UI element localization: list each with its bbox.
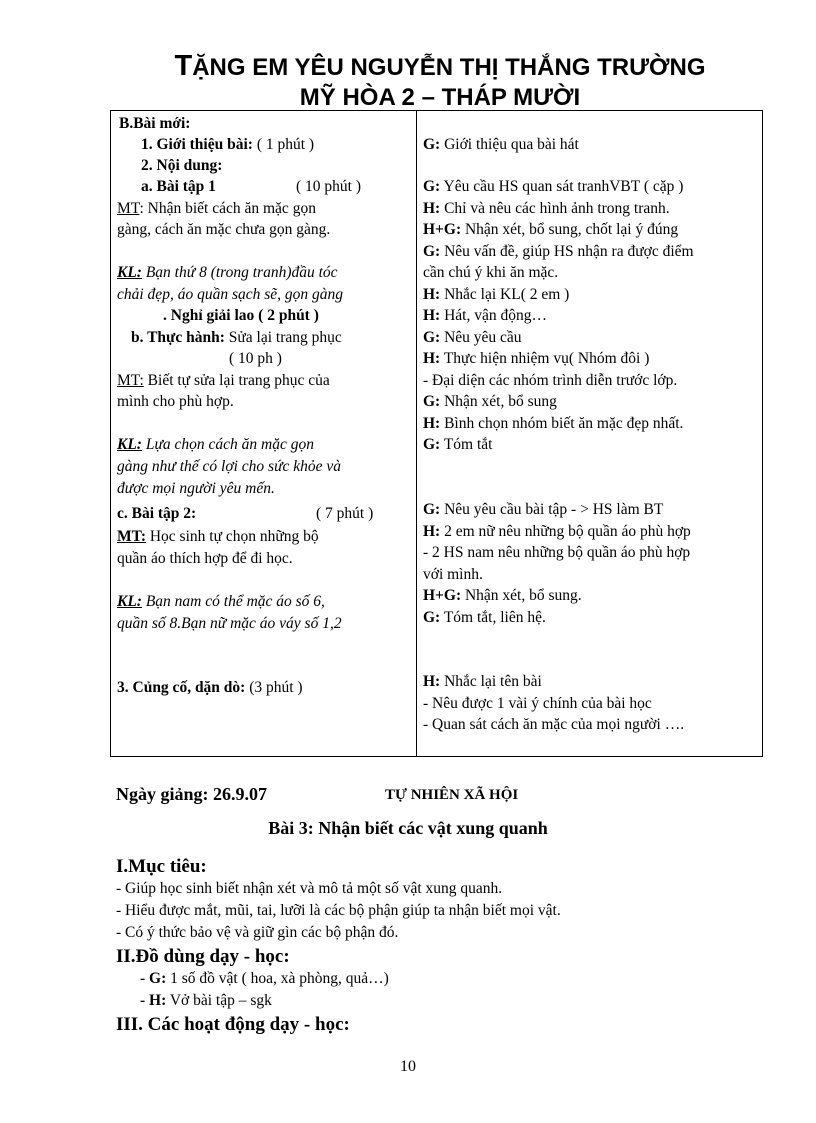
bai-tap-2-label: c. Bài tập 2:: [117, 505, 197, 522]
hoat-dong-heading: III. Các hoạt động dạy - học:: [116, 1014, 350, 1035]
kl-3-line-2: quần số 8.Bạn nữ mặc áo váy số 1,2: [117, 615, 342, 632]
mt-1-label: MT: [117, 200, 140, 217]
noi-dung-heading: 2. Nội dung:: [141, 157, 223, 174]
activity-text: Nêu yêu cầu bài tập - > HS làm BT: [440, 501, 664, 518]
subject-heading: TỰ NHIÊN XÃ HỘI: [385, 787, 519, 803]
kl-3-line: [117, 592, 325, 612]
activity-row-18: [423, 608, 546, 628]
left-column: [111, 111, 417, 757]
activity-tag: G:: [423, 243, 441, 260]
activity-tag: G:: [423, 393, 441, 410]
muc-tieu-heading: I.Mục tiêu:: [116, 856, 207, 877]
activity-tag: G:: [423, 609, 441, 626]
activity-text: Tóm tắt, liên hệ.: [440, 609, 546, 626]
do-dung-student-text: Vở bài tập – sgk: [166, 992, 272, 1009]
activity-row-5: [423, 242, 694, 262]
muc-tieu-item-3: - Có ý thức bảo vệ và giữ gìn các bộ phận đó.: [116, 924, 399, 941]
activity-tag: H:: [423, 200, 441, 217]
activity-text: Thực hiện nhiệm vụ( Nhóm đôi ): [440, 350, 650, 367]
activity-text: Nhận xét, bổ sung: [440, 393, 557, 410]
cung-co-time: (3 phút ): [245, 679, 303, 696]
bai-moi-heading: B.Bài mới:: [119, 115, 191, 132]
thuc-hanh-label: b. Thực hành:: [131, 329, 225, 346]
thuc-hanh-line: [131, 328, 342, 348]
mt-3-text: Học sinh tự chọn những bộ: [145, 528, 319, 545]
activity-tag: H:: [423, 350, 441, 367]
activity-row-5-cont: cần chú ý khi ăn mặc.: [423, 264, 559, 281]
activity-tag: H+G:: [423, 587, 462, 604]
banner-initial: T: [174, 50, 193, 82]
activity-row-15: [423, 522, 691, 542]
activity-row-21: - Quan sát cách ăn mặc của mọi người ….: [423, 716, 685, 733]
activity-text: Tóm tắt: [440, 436, 493, 453]
activity-tag: H+G:: [423, 221, 462, 238]
activity-row-16: - 2 HS nam nêu những bộ quần áo phù hợp: [423, 544, 691, 561]
activity-row-7: [423, 306, 547, 326]
bai-tap-1-time: ( 10 phút ): [296, 178, 362, 195]
gioi-thieu-label: 1. Giới thiệu bài:: [141, 136, 253, 153]
mt-3-line-2: quần áo thích hợp để đi học.: [117, 550, 293, 567]
activity-tag: H:: [423, 523, 441, 540]
activity-text: Nhận xét, bổ sung, chốt lại ý đúng: [461, 221, 679, 238]
activity-text: Nêu yêu cầu: [440, 329, 522, 346]
activity-row-2: [423, 177, 683, 197]
lesson-title: Bài 3: Nhận biết các vật xung quanh: [268, 818, 548, 838]
do-dung-student-tag: - H:: [140, 992, 167, 1009]
activity-row-13: [423, 435, 492, 455]
mt-2-text: Biết tự sửa lại trang phục của: [143, 372, 330, 389]
page-number: 10: [400, 1058, 416, 1075]
thuc-hanh-time: ( 10 ph ): [229, 350, 282, 367]
mt-2-label: MT:: [117, 372, 144, 389]
gioi-thieu-line: [141, 135, 314, 155]
mt-2-line: [117, 371, 330, 391]
cung-co-line: [117, 678, 303, 698]
activity-row-11: [423, 392, 557, 412]
mt-1-line-2: gàng, cách ăn mặc chưa gọn gàng.: [117, 221, 331, 238]
muc-tieu-item-2: - Hiểu được mắt, mũi, tai, lưỡi là các bộ phận giúp ta nhận biết mọi vật.: [116, 902, 561, 919]
activity-row-14: [423, 500, 663, 520]
activity-text: Hát, vận động…: [440, 307, 547, 324]
bai-tap-2-time: ( 7 phút ): [316, 505, 374, 522]
do-dung-student: [140, 992, 272, 1010]
activity-row-9: [423, 349, 649, 369]
mt-2-line-2: mình cho phù hợp.: [117, 393, 234, 410]
activity-row-10: - Đại diện các nhóm trình diễn trước lớp.: [423, 372, 678, 389]
activity-text: Nêu vấn đề, giúp HS nhận ra được điểm: [440, 243, 694, 260]
kl-2-line-2: gàng như thế có lợi cho sức khỏe và: [117, 458, 342, 475]
mt-3-label: MT:: [117, 528, 146, 545]
activity-tag: H:: [423, 415, 441, 432]
kl-2-line-3: được mọi người yêu mến.: [117, 480, 275, 497]
kl-1-text: Bạn thứ 8 (trong tranh)đầu tóc: [141, 264, 338, 281]
kl-3-text: Bạn nam có thể mặc áo số 6,: [141, 593, 325, 610]
activity-text: Nhận xét, bổ sung.: [461, 587, 582, 604]
right-column: [417, 111, 763, 757]
do-dung-teacher-text: 1 số đồ vật ( hoa, xà phòng, quả…): [166, 970, 389, 987]
activity-row-3: [423, 199, 670, 219]
gioi-thieu-time: ( 1 phút ): [252, 136, 315, 153]
kl-2-line: [117, 435, 314, 455]
activity-tag: G:: [423, 436, 441, 453]
activity-row-4: [423, 220, 678, 240]
do-dung-heading: II.Đồ dùng dạy - học:: [116, 946, 290, 967]
activity-row-1: [423, 135, 579, 155]
nghi-giai-lao: . Nghỉ giải lao ( 2 phút ): [163, 307, 319, 324]
activity-row-12: [423, 414, 683, 434]
activity-text: Giới thiệu qua bài hát: [440, 136, 579, 153]
mt-1-line: [117, 199, 316, 219]
activity-tag: H:: [423, 673, 441, 690]
activity-tag: H:: [423, 307, 441, 324]
do-dung-teacher-tag: - G:: [140, 970, 167, 987]
mt-1-text: : Nhận biết cách ăn mặc gọn: [139, 200, 316, 217]
activity-tag: G:: [423, 178, 441, 195]
activity-text: 2 em nữ nêu những bộ quần áo phù hợp: [440, 523, 691, 540]
activity-tag: G:: [423, 501, 441, 518]
activity-text: Yêu cầu HS quan sát tranhVBT ( cặp ): [440, 178, 684, 195]
lesson-date: Ngày giảng: 26.9.07: [116, 784, 268, 804]
thuc-hanh-text: Sửa lại trang phục: [224, 329, 342, 346]
banner-line-2: MỸ HÒA 2 – THÁP MƯỜI: [299, 84, 581, 111]
bai-tap-1-label: a. Bài tập 1: [141, 178, 216, 195]
activity-text: Nhắc lại tên bài: [440, 673, 542, 690]
cung-co-label: 3. Củng cố, dặn dò:: [117, 679, 246, 696]
activity-text: Bình chọn nhóm biết ăn mặc đẹp nhất.: [440, 415, 684, 432]
activity-row-20: - Nêu được 1 vài ý chính của bài học: [423, 695, 652, 712]
activity-tag: H:: [423, 286, 441, 303]
activity-row-6: [423, 285, 569, 305]
kl-1-line-2: chải đẹp, áo quần sạch sẽ, gọn gàng: [117, 286, 344, 303]
activity-tag: G:: [423, 329, 441, 346]
banner-text-1: ẶNG EM YÊU NGUYỄN THỊ THẮNG TRƯỜNG: [192, 54, 706, 81]
activity-text: Chỉ và nêu các hình ảnh trong tranh.: [440, 200, 670, 217]
lesson-plan-table: [110, 110, 763, 757]
banner-line-1: [110, 52, 770, 82]
kl-2-text: Lựa chọn cách ăn mặc gọn: [141, 436, 315, 453]
activity-row-19: [423, 672, 542, 692]
kl-3-label: KL:: [117, 593, 142, 610]
do-dung-teacher: [140, 970, 389, 988]
activity-row-8: [423, 328, 522, 348]
activity-row-16-cont: với mình.: [423, 566, 483, 583]
kl-1-label: KL:: [117, 264, 142, 281]
activity-text: Nhắc lại KL( 2 em ): [440, 286, 570, 303]
activity-tag: G:: [423, 136, 441, 153]
activity-row-17: [423, 586, 582, 606]
mt-3-line: [117, 527, 319, 547]
muc-tieu-item-1: - Giúp học sinh biết nhận xét và mô tả một số vật xung quanh.: [116, 880, 503, 897]
kl-1-line: [117, 263, 338, 283]
kl-2-label: KL:: [117, 436, 142, 453]
